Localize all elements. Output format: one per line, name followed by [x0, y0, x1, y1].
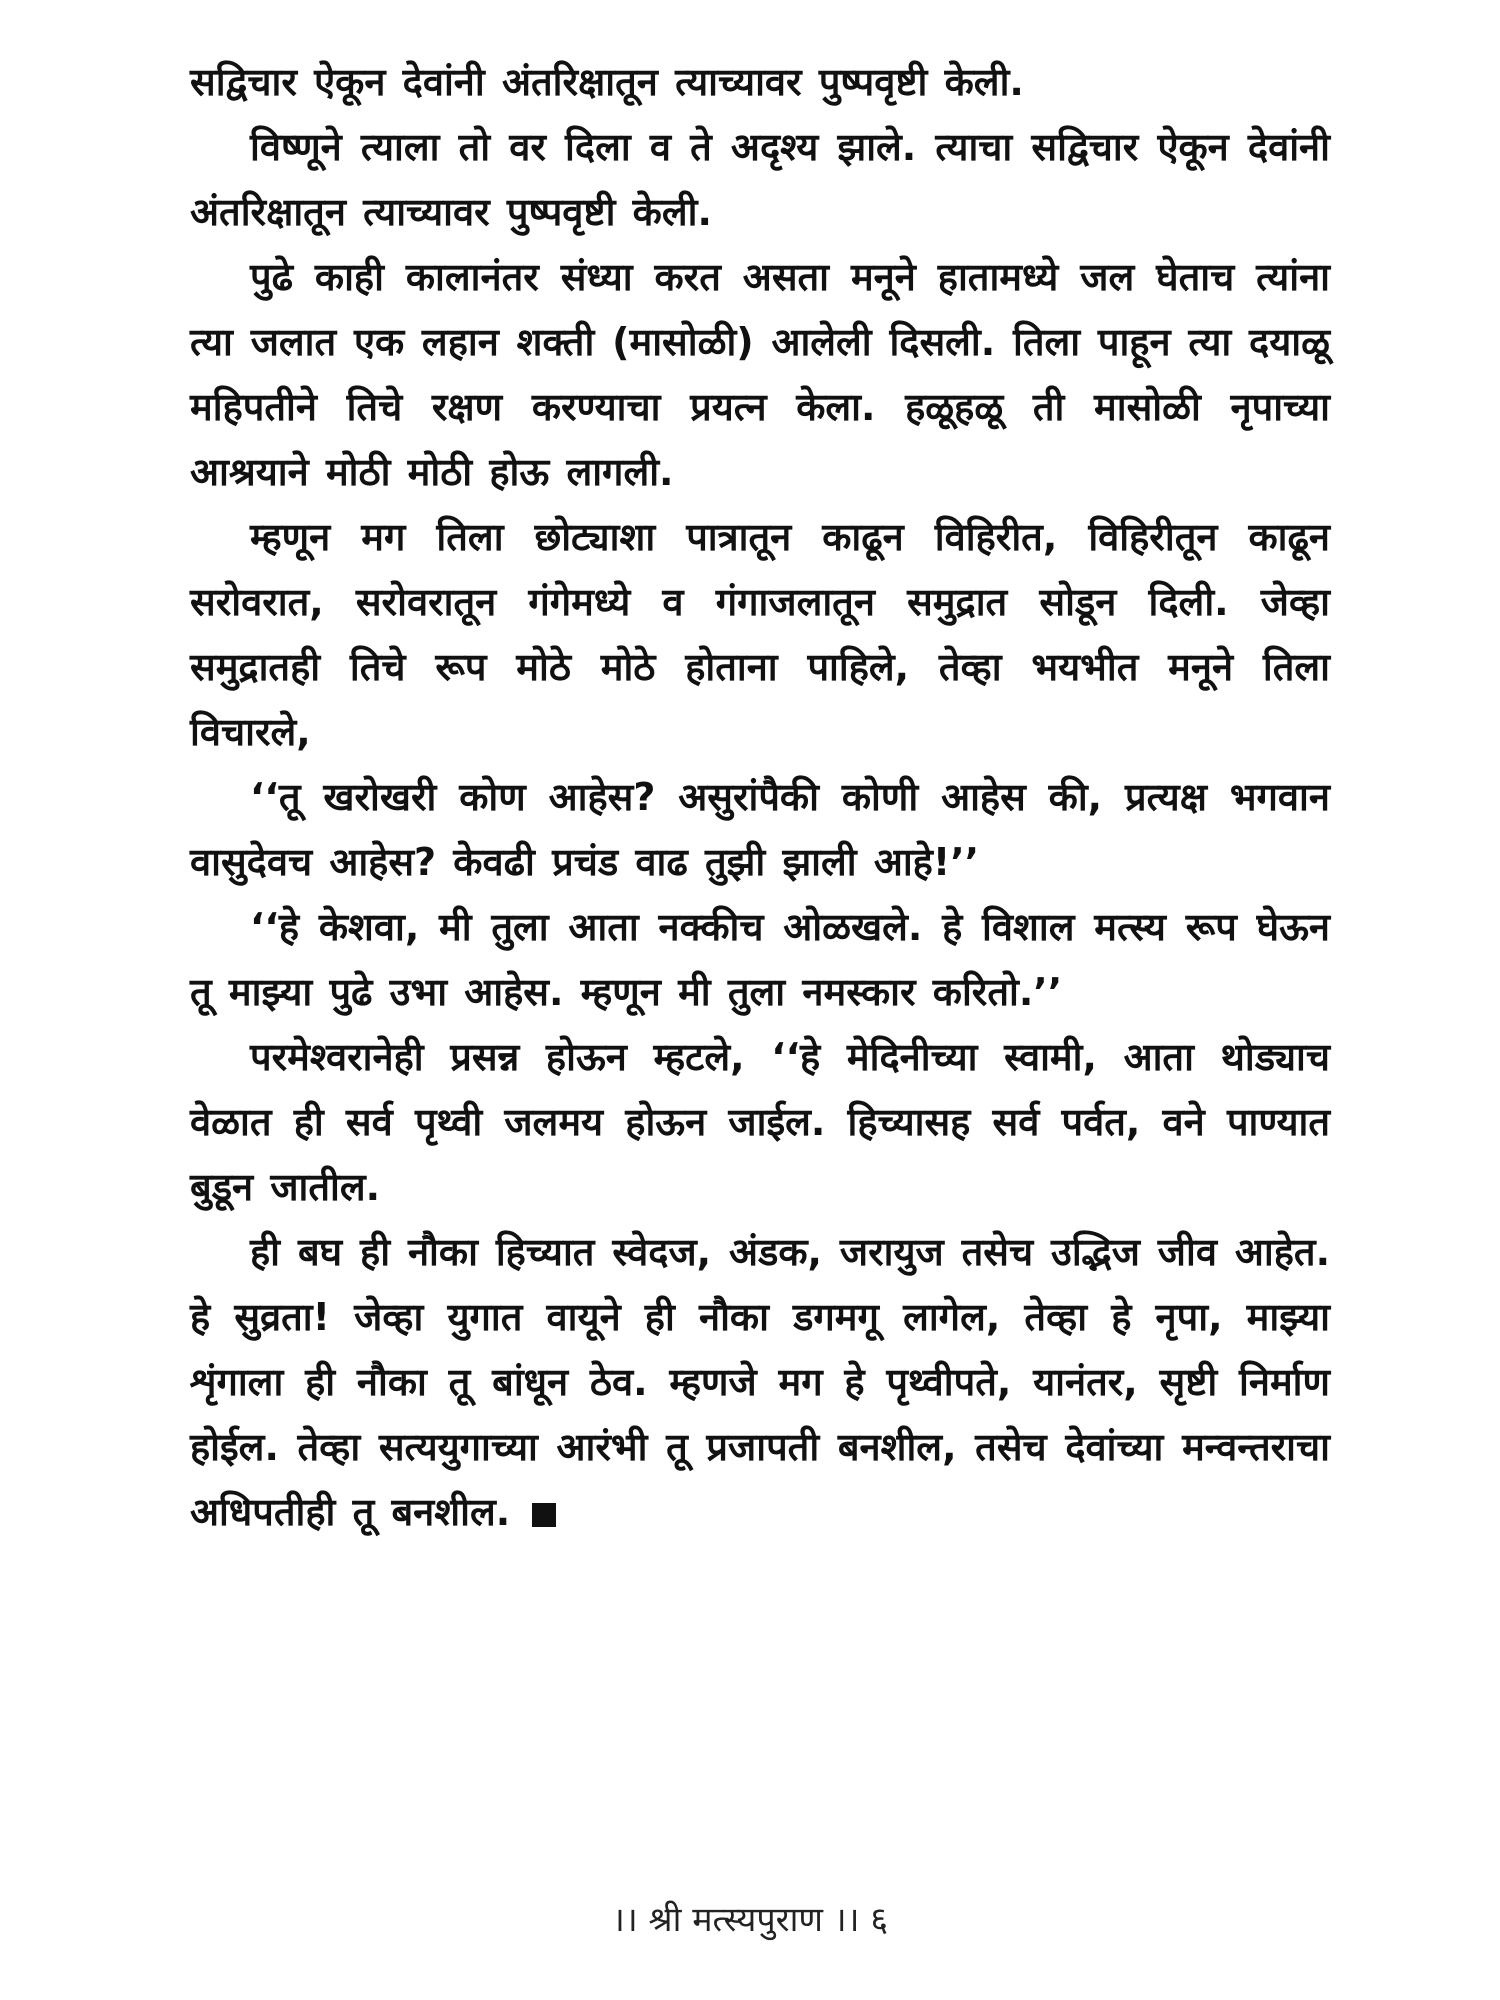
paragraph: विष्णूने त्याला तो वर दिला व ते अदृश्य झाले. त्याचा सद्विचार ऐकून देवांनी अंतरिक्षातून त्याच्यावर पुष्पवृष्टी केली. — [190, 125, 1330, 234]
page-body — [190, 50, 1330, 1545]
page-footer: ।। श्री मत्स्यपुराण ।। ६ — [611, 1900, 889, 1940]
end-of-chapter-square-icon — [532, 1503, 556, 1527]
paragraph: सद्विचार ऐकून देवांनी अंतरिक्षातून त्याच्यावर पुष्पवृष्टी केली. — [190, 60, 1024, 104]
paragraph: म्हणून मग तिला छोट्याशा पात्रातून काढून विहिरीत, विहिरीतून काढून सरोवरात, सरोवरातून गंगेमध्ये व गंगाजलातून समुद्रात सोडून दिली. जेव्हा समुद्रातही तिचे रूप मोठे मोठे होताना पाहिले, तेव्हा भयभीत मनूने तिला विचारले, — [190, 515, 1330, 754]
final-paragraph-text: ही बघ ही नौका हिच्यात स्वेदज, अंडक, जरायुज तसेच उद्भिज जीव आहेत. हे सुव्रता! जेव्हा युगात वायूने ही नौका डगमगू लागेल, तेव्हा हे नृपा, माझ्या शृंगाला ही नौका तू बांधून ठेव. म्हणजे मग हे पृथ्वीपते, यानंतर, सृष्टी निर्माण होईल. तेव्हा सत्ययुगाच्या आरंभी तू प्रजापती बनशील, तसेच देवांच्या मन्वन्तराचा अधिपतीही तू बनशील. — [190, 1230, 1330, 1534]
paragraph: परमेश्वरानेही प्रसन्न होऊन म्हटले, ‘‘हे मेदिनीच्या स्वामी, आता थोड्याच वेळात ही सर्व पृथ्वी जलमय होऊन जाईल. हिच्यासह सर्व पर्वत, वने पाण्यात बुडून जातील. — [190, 1035, 1330, 1209]
paragraph: ‘‘तू खरोखरी कोण आहेस? असुरांपैकी कोणी आहेस की, प्रत्यक्ष भगवान वासुदेवच आहेस? केवढी प्रचंड वाढ तुझी झाली आहे!’’ — [190, 775, 1330, 884]
final-paragraph — [190, 1220, 1330, 1545]
paragraph: पुढे काही कालानंतर संध्या करत असता मनूने हातामध्ये जल घेताच त्यांना त्या जलात एक लहान शक्ती (मासोळी) आलेली दिसली. तिला पाहून त्या दयाळू महिपतीने तिचे रक्षण करण्याचा प्रयत्न केला. हळूहळू ती मासोळी नृपाच्या आश्रयाने मोठी मोठी होऊ लागली. — [190, 255, 1330, 494]
paragraph: ‘‘हे केशवा, मी तुला आता नक्कीच ओळखले. हे विशाल मत्स्य रूप घेऊन तू माझ्या पुढे उभा आहेस. म्हणून मी तुला नमस्कार करितो.’’ — [190, 905, 1330, 1014]
